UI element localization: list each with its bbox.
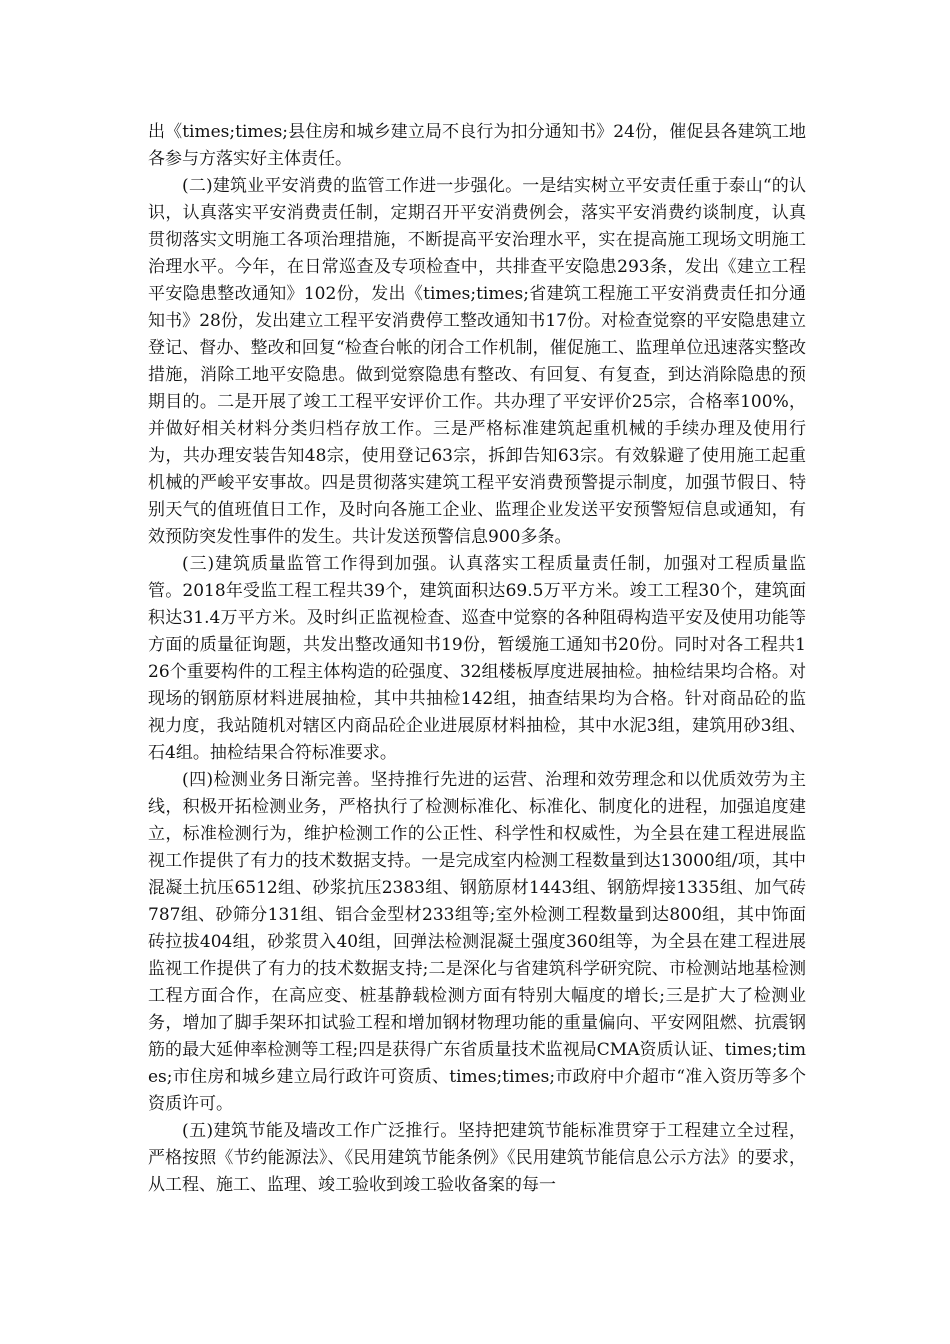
paragraph-safety-supervision: (二)建筑业平安消费的监管工作进一步强化。一是结实树立平安责任重于泰山“的认识，认真落实平安消费责任制，定期召开平安消费例会，落实平安消费约谈制度，认真贯彻落实文明施工各项治理措施，不断提高平安治理水平，实在提高施工现场文明施工治理水平。今年，在日常巡查及专项检查中，共排查平安隐患293条，发出《建立工程平安隐患整改通知》102份，发出《times;times;省建筑工程施工平安消费责任扣分通知书》28份，发出建立工程平安消费停工整改通知书17份。对检查觉察的平安隐患建立登记、督办、整改和回复“检查台帐的闭合工作机制，催促施工、监理单位迅速落实整改措施，消除工地平安隐患。做到觉察隐患有整改、有回复、有复查，到达消除隐患的预期目的。二是开展了竣工工程平安评价工作。共办理了平安评价25宗，合格率100%，并做好相关材料分类归档存放工作。三是严格标准建筑起重机械的手续办理及使用行为，共办理安装告知48宗，使用登记63宗，拆卸告知63宗。有效躲避了使用施工起重机械的严峻平安事故。四是贯彻落实建筑工程平安消费预警提示制度，加强节假日、特别天气的值班值日工作，及时向各施工企业、监理企业发送平安预警短信息或通知，有效预防突发性事件的发生。共计发送预警信息900多条。 bbox=[148, 176, 806, 547]
paragraph-intro-continuation: 出《times;times;县住房和城乡建立局不良行为扣分通知书》24份，催促县各建筑工地各参与方落实好主体责任。 bbox=[148, 122, 806, 169]
document-page bbox=[148, 119, 806, 1199]
paragraph-testing-business: (四)检测业务日渐完善。坚持推行先进的运营、治理和效劳理念和以优质效劳为主线，积极开拓检测业务，严格执行了检测标准化、标准化、制度化的进程，加强追度建立，标准检测行为，维护检测工作的公正性、科学性和权威性，为全县在建工程进展监视工作提供了有力的技术数据支持。一是完成室内检测工程数量到达13000组/项，其中混凝土抗压6512组、砂浆抗压2383组、钢筋原材1443组、钢筋焊接1335组、加气砖787组、砂筛分131组、铝合金型材233组等;室外检测工程数量到达800组，其中饰面砖拉拔404组，砂浆贯入40组，回弹法检测混凝土强度360组等，为全县在建工程进展监视工作提供了有力的技术数据支持;二是深化与省建筑科学研究院、市检测站地基检测工程方面合作，在高应变、桩基静载检测方面有特别大幅度的增长;三是扩大了检测业务，增加了脚手架环扣试验工程和增加钢材物理功能的重量偏向、平安网阻燃、抗震钢筋的最大延伸率检测等工程;四是获得广东省质量技术监视局CMA资质认证、times;times;市住房和城乡建立局行政许可资质、times;times;市政府中介超市“准入资历等多个资质许可。 bbox=[148, 770, 806, 1114]
paragraph-energy-saving: (五)建筑节能及墙改工作广泛推行。坚持把建筑节能标准贯穿于工程建立全过程，严格按照《节约能源法》、《民用建筑节能条例》《民用建筑节能信息公示方法》的要求，从工程、施工、监理、竣工验收到竣工验收备案的每一 bbox=[148, 1121, 806, 1195]
paragraph-quality-supervision: (三)建筑质量监管工作得到加强。认真落实工程质量责任制，加强对工程质量监管。2018年受监工程工程共39个，建筑面积达69.5万平方米。竣工工程30个，建筑面积达31.4万平方米。及时纠正监视检查、巡查中觉察的各种阻碍构造平安及使用功能等方面的质量征询题，共发出整改通知书19份，暂缓施工通知书20份。同时对各工程共126个重要构件的工程主体构造的砼强度、32组楼板厚度进展抽检。抽检结果均合格。对现场的钢筋原材料进展抽检，其中共抽检142组，抽查结果均为合格。针对商品砼的监视力度，我站随机对辖区内商品砼企业进展原材料抽检，其中水泥3组，建筑用砂3组、石4组。抽检结果合符标准要求。 bbox=[148, 554, 806, 763]
